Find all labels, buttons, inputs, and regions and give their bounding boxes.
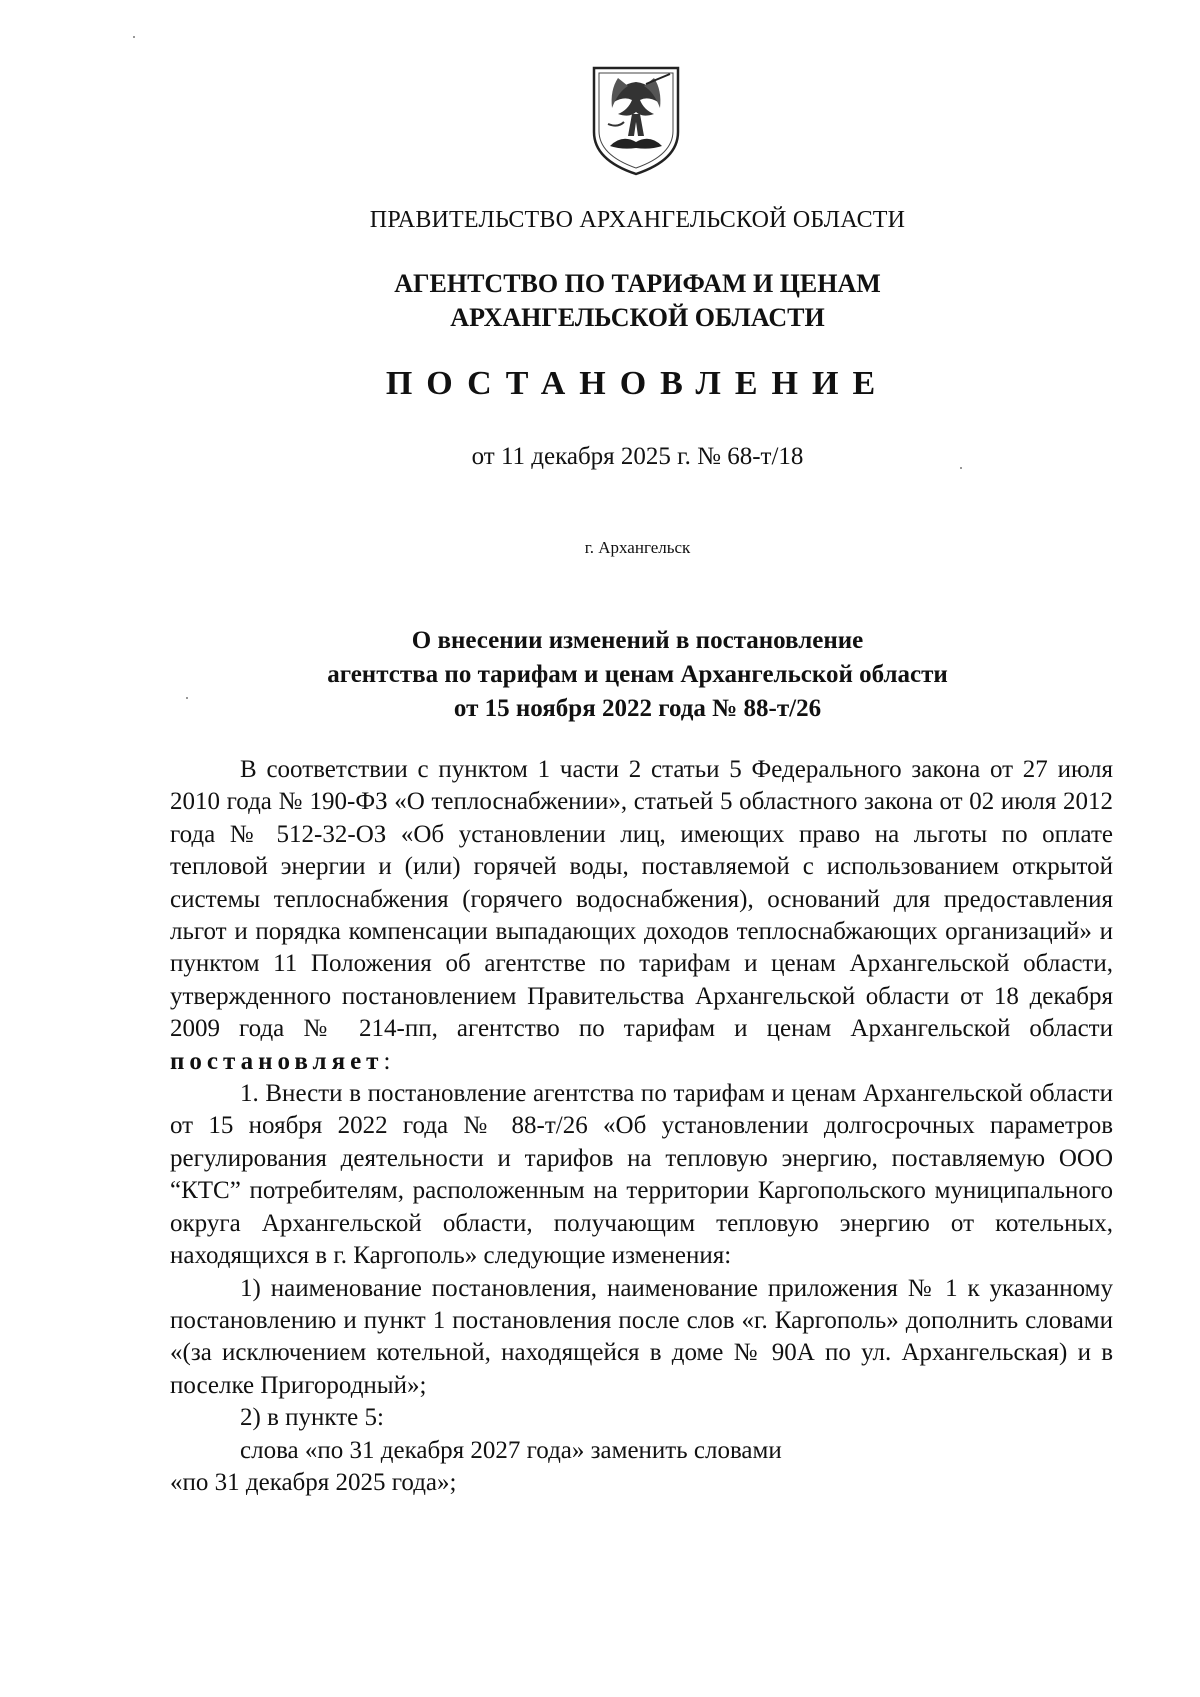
scan-speck	[960, 467, 962, 469]
document-subject	[0, 624, 1200, 726]
sub-item-2-line2: «по 31 декабря 2025 года»;	[170, 1468, 457, 1496]
subject-line3: от 15 ноября 2022 года № 88-т/26	[453, 695, 822, 722]
resolves-colon: :	[383, 1047, 391, 1075]
agency-name	[0, 267, 1200, 335]
scan-speck	[186, 697, 188, 699]
coat-of-arms-emblem	[588, 62, 684, 178]
agency-name-line1: АГЕНТСТВО ПО ТАРИФАМ И ЦЕНАМ	[394, 269, 881, 298]
scan-speck	[133, 36, 135, 38]
sub-item-1-paragraph: 1) наименование постановления, наименование приложения № 1 к указанному постановлению и пункт 1 постановления после слов «г. Каргополь» дополнить словами «(за исключением котельной, находящейся в доме № 90А по ул. Архангельская) и в поселке Пригородный»;	[170, 1274, 1113, 1399]
document-date-number: от 11 декабря 2025 г. № 68-т/18	[471, 443, 804, 470]
sub-item-2-heading: 2) в пункте 5:	[240, 1404, 384, 1432]
document-body	[170, 754, 1113, 1499]
preamble-text: В соответствии с пунктом 1 части 2 статьи 5 Федерального закона от 27 июля 2010 года № 190-ФЗ «О теплоснабжении», статьей 5 областного закона от 02 июля 2012 года № 512-32-ОЗ «Об установлении лиц, имеющих право на льготы по оплате тепловой энергии и (или) горячей воды, поставляемой с использованием открытой системы теплоснабжения (горячего водоснабжения), оснований для предоставления льгот и порядка компенсации выпадающих доходов теплоснабжающих организаций» и пунктом 11 Положения об агентстве по тарифам и ценам Архангельской области, утвержденного постановлением Правительства Архангельской области от 18 декабря 2009 года № 214-пп, агентство по тарифам и ценам Архангельской области	[170, 756, 1113, 1043]
item-1-paragraph: 1. Внести в постановление агентства по тарифам и ценам Архангельской области от 15 ноября 2022 года № 88-т/26 «Об установлении долгосрочных параметров регулирования деятельности и тарифов на тепловую энергию, поставляемую ООО “КТС” потребителям, расположенным на территории Каргопольского муниципального округа Архангельской области, получающим тепловую энергию от котельных, находящихся в г. Каргополь» следующие изменения:	[170, 1080, 1113, 1270]
subject-line1: О внесении изменений в постановление	[411, 627, 864, 654]
government-name: ПРАВИТЕЛЬСТВО АРХАНГЕЛЬСКОЙ ОБЛАСТИ	[369, 207, 906, 233]
sub-item-2-line1: слова «по 31 декабря 2027 года» заменить словами	[240, 1436, 782, 1464]
document-city: г. Архангельск	[584, 538, 691, 557]
document-type-title: ПОСТАНОВЛЕНИЕ	[385, 365, 890, 402]
resolves-word: постановляет	[170, 1047, 384, 1075]
subject-line2: агентства по тарифам и ценам Архангельской области	[327, 661, 948, 688]
agency-name-line2: АРХАНГЕЛЬСКОЙ ОБЛАСТИ	[450, 303, 825, 332]
preamble-paragraph	[170, 754, 1113, 1078]
